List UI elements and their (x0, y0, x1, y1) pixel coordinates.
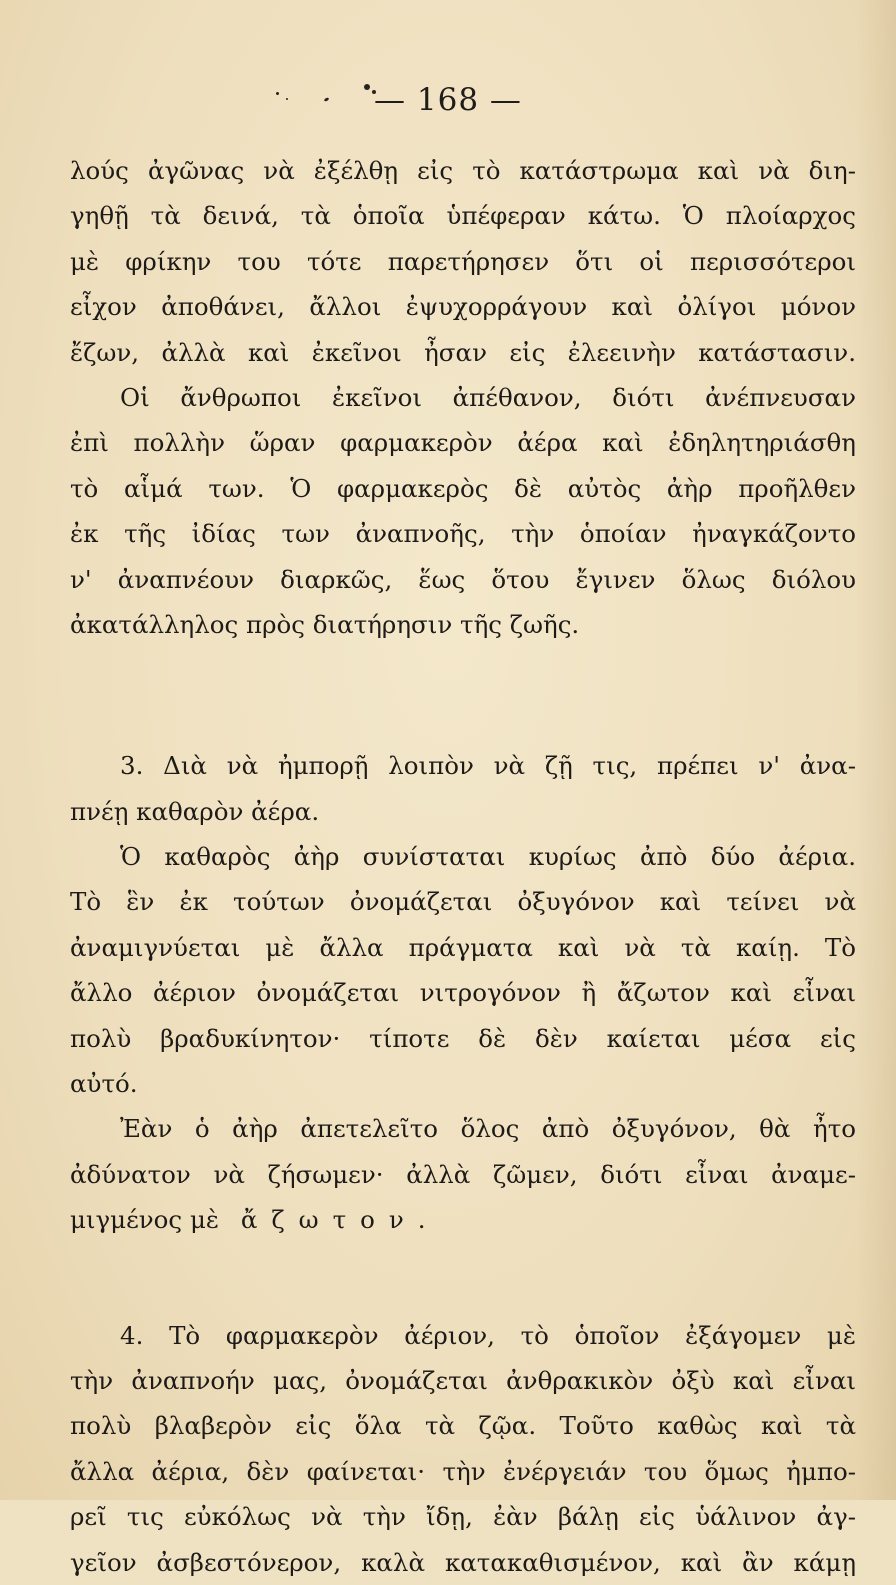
text-line: Ὁ καθαρὸς ἀὴρ συνίσταται κυρίως ἀπὸ δύο ἀέρια. (120, 842, 856, 872)
text-line: πνέῃ καθαρὸν ἀέρα. (70, 796, 320, 826)
text-line: ἔζων, ἀλλὰ καὶ ἐκεῖνοι ἦσαν εἰς ἐλεεινὴν κατάστασιν. (70, 337, 856, 367)
text-line: Οἱ ἄνθρωποι ἐκεῖνοι ἀπέθανον, διότι ἀνέπνευσαν (120, 382, 856, 412)
text-line: λούς ἀγῶνας νὰ ἐξέλθῃ εἰς τὸ κατάστρωμα καὶ νὰ διη- (70, 156, 856, 185)
paragraph-1 (70, 148, 856, 375)
text-line: τὴν ἀναπνοήν μας, ὀνομάζεται ἀνθρακικὸν ὀξὺ καὶ εἶναι (70, 1365, 856, 1395)
paragraph-5 (70, 1106, 856, 1242)
text-line: μὲ φρίκην του τότε παρετήρησεν ὅτι οἱ περισσότεροι (70, 246, 856, 276)
text-line: γεῖον ἀσβεστόνερον, καλὰ κατακαθισμένον, καὶ ἂν κάμῃ (70, 1547, 856, 1577)
text-line: ἄλλα ἀέρια, δὲν φαίνεται· τὴν ἐνέργειάν του ὅμως ἠμπο- (70, 1456, 856, 1486)
text-line: 3. Διὰ νὰ ἠμπορῇ λοιπὸν νὰ ζῇ τις, πρέπει ν' ἀνα- (120, 751, 856, 781)
page-edge-shadow (856, 0, 896, 1500)
text-line: ἀκατάλληλος πρὸς διατήρησιν τῆς ζωῆς. (70, 609, 580, 639)
text-line (70, 1197, 856, 1242)
spaced-word: ἄζωτον. (240, 1205, 440, 1235)
text-line: ἐκ τῆς ἰδίας των ἀναπνοῆς, τὴν ὁποίαν ἠναγκάζοντο (70, 519, 856, 549)
section-gap (70, 647, 856, 743)
text-line: πολὺ βραδυκίνητον· τίποτε δὲ δὲν καίεται μέσα εἰς (70, 1023, 856, 1053)
text-line: 4. Τὸ φαρμακερὸν ἀέριον, τὸ ὁποῖον ἐξάγομεν μὲ (120, 1320, 856, 1350)
text-line: ἐπὶ πολλὴν ὥραν φαρμακερὸν ἀέρα καὶ ἐδηλητηριάσθη (70, 428, 856, 458)
text-line: Ἐὰν ὁ ἀὴρ ἀπετελεῖτο ὅλος ἀπὸ ὀξυγόνον, θὰ ἦτο (120, 1114, 856, 1144)
paragraph-2 (70, 375, 856, 647)
text-span: μιγμένος μὲ (70, 1205, 220, 1235)
paragraph-6 (70, 1313, 856, 1585)
text-line: εἶχον ἀποθάνει, ἄλλοι ἐψυχορράγουν καὶ ὀλίγοι μόνον (70, 292, 856, 322)
text-line: ν' ἀναπνέουν διαρκῶς, ἕως ὅτου ἔγινεν ὅλως διόλου (70, 564, 856, 594)
text-line: ἀναμιγνύεται μὲ ἄλλα πράγματα καὶ νὰ τὰ καίῃ. Τὸ (70, 932, 856, 962)
text-line: αὐτό. (70, 1069, 138, 1099)
paragraph-4 (70, 834, 856, 1106)
text-line: ἄλλο ἀέριον ὀνομάζεται νιτρογόνον ἢ ἄζωτον καὶ εἶναι (70, 978, 856, 1008)
text-line: ρεῖ τις εὐκόλως νὰ τὴν ἴδῃ, ἐὰν βάλῃ εἰς ὑάλινον ἀγ- (70, 1502, 856, 1532)
text-line: τὸ αἷμά των. Ὁ φαρμακερὸς δὲ αὐτὸς ἀὴρ προῆλθεν (70, 473, 856, 503)
text-line: πολὺ βλαβερὸν εἰς ὅλα τὰ ζῷα. Τοῦτο καθὼς καὶ τὰ (70, 1411, 856, 1441)
text-line: γηθῇ τὰ δεινά, τὰ ὁποῖα ὑπέφεραν κάτω. Ὁ πλοίαρχος (70, 201, 856, 231)
text-line: Τὸ ἓν ἐκ τούτων ὀνομάζεται ὀξυγόνον καὶ τείνει νὰ (70, 887, 856, 917)
page-body (70, 148, 856, 1585)
section-gap (70, 1243, 856, 1313)
text-line: ἀδύνατον νὰ ζήσωμεν· ἀλλὰ ζῶμεν, διότι εἶναι ἀναμε- (70, 1159, 856, 1189)
page-number: — 168 — (374, 82, 522, 118)
paragraph-3 (70, 743, 856, 834)
